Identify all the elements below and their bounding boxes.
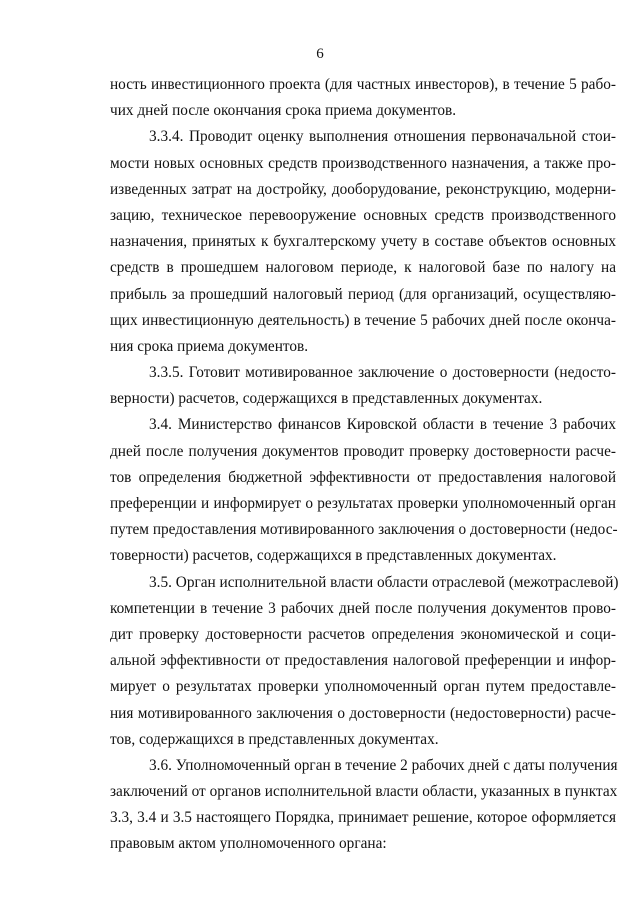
text-line: альной эффективности от предоставления налоговой преференции и инфор- [110, 652, 616, 670]
text-line: 3.6. Уполномоченный орган в течение 2 рабочих дней с даты получения [149, 756, 618, 774]
text-line: зацию, техническое перевооружение основных средств производственного [110, 206, 616, 224]
text-line: ния мотивированного заключения о достоверности (недостоверности) расче- [110, 704, 616, 722]
text-line: ния срока приема документов. [110, 337, 309, 355]
text-line: товерности) расчетов, содержащихся в представленных документах. [110, 547, 557, 565]
document-body [110, 72, 619, 858]
text-line: 3.3, 3.4 и 3.5 настоящего Порядка, принимает решение, которое оформляется [110, 809, 616, 827]
text-line: тов определения бюджетной эффективности от предоставления налоговой [110, 468, 616, 486]
text-line: назначения, принятых к бухгалтерскому учету в составе объектов основных [110, 233, 616, 251]
text-line: компетенции в течение 3 рабочих дней после получения документов прово- [110, 599, 616, 617]
text-line: чих дней после окончания срока приема документов. [110, 102, 457, 120]
text-line: заключений от органов исполнительной власти области, указанных в пунктах [110, 783, 618, 801]
page-number: 6 [316, 46, 324, 62]
text-line: ность инвестиционного проекта (для частных инвесторов), в течение 5 рабо- [110, 76, 616, 93]
text-line: путем предоставления мотивированного заключения о достоверности (недос- [110, 521, 618, 539]
text-line: мирует о результатах проверки уполномоченный орган путем предоставле- [110, 678, 616, 696]
text-line: 3.4. Министерство финансов Кировской области в течение 3 рабочих [149, 416, 616, 434]
text-line: 3.5. Орган исполнительной власти области отраслевой (межотраслевой) [149, 573, 619, 591]
text-line: мости новых основных средств производственного назначения, а также про- [110, 154, 616, 172]
text-line: 3.3.4. Проводит оценку выполнения отношения первоначальной стои- [149, 128, 616, 146]
text-line: преференции и информирует о результатах проверки уполномоченный орган [110, 495, 616, 512]
text-line: щих инвестиционную деятельность) в течение 5 рабочих дней после оконча- [110, 311, 616, 329]
text-line: дней после получения документов проводит проверку достоверности расче- [110, 442, 616, 460]
text-line: 3.3.5. Готовит мотивированное заключение о достоверности (недосто- [149, 364, 616, 382]
text-line: верности) расчетов, содержащихся в представленных документах. [110, 390, 543, 408]
text-line: правовым актом уполномоченного органа: [110, 835, 387, 853]
text-line: прибыль за прошедший налоговый период (для организаций, осуществляю- [110, 285, 616, 303]
text-line: дит проверку достоверности расчетов определения экономической и соци- [110, 625, 616, 643]
text-line: тов, содержащихся в представленных документах. [110, 730, 439, 748]
text-line: изведенных затрат на достройку, дооборудование, реконструкцию, модерни- [110, 180, 616, 198]
text-line: средств в прошедшем налоговом периоде, к налоговой базе по налогу на [110, 259, 616, 277]
